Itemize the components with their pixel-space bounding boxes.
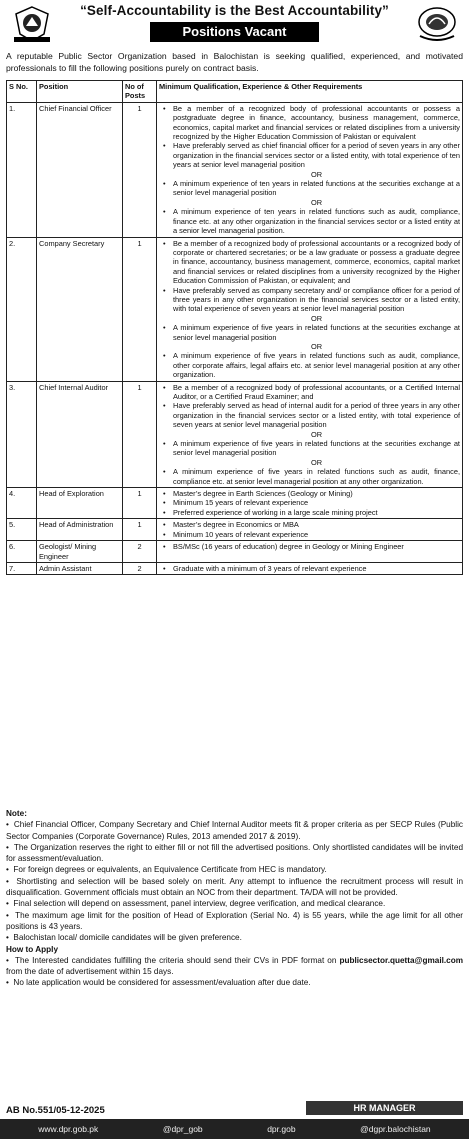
requirement-item: • A minimum experience of five years in related functions such as audit, compliance, other corporate affairs, legal affairs etc. at senior level managerial position at any other organization. [173, 351, 460, 379]
government-seal-right [415, 4, 459, 44]
cell-posts: 1 [123, 102, 157, 237]
cell-requirements [157, 237, 463, 381]
cell-sno: 2. [7, 237, 37, 381]
requirements-list [159, 564, 460, 573]
requirement-item: • A minimum experience of five years in related functions at the securities exchange at senior level managerial position [173, 439, 460, 458]
or-separator: OR [310, 457, 323, 467]
requirements-list [159, 104, 460, 236]
requirement-item: • Minimum 15 years of relevant experience [173, 498, 460, 507]
notes-title: Note: [6, 809, 27, 818]
positions-vacant-banner: Positions Vacant [150, 22, 319, 42]
table-row [7, 519, 463, 541]
requirement-item: • Minimum 10 years of relevant experience [173, 530, 460, 539]
apply-text-1: The Interested candidates fulfilling the criteria should send their CVs in PDF format on [14, 955, 337, 965]
requirement-item: • A minimum experience of five years in related functions at the securities exchange at senior level managerial position [173, 323, 460, 342]
late-application-note: • No late application would be considered for assessment/evaluation after due date. [6, 977, 463, 988]
or-separator: OR [310, 341, 323, 351]
table-row [7, 541, 463, 563]
requirement-item: • BS/MSc (16 years of education) degree in Geology or Mining Engineer [173, 542, 460, 551]
requirement-item: • Have preferably served as head of internal audit for a period of three years in any other organization in the financial services sector or a listed entity, with total experience of seven years at senior level managerial position [173, 401, 460, 429]
or-separator: OR [310, 313, 323, 323]
cell-sno: 3. [7, 381, 37, 487]
slogan-headline: “Self-Accountability is the Best Accountability” [80, 3, 389, 18]
cell-posts: 1 [123, 488, 157, 519]
signatory-box: HR MANAGER [306, 1101, 463, 1115]
cell-posts: 1 [123, 519, 157, 541]
table-row [7, 381, 463, 487]
cell-position: Chief Internal Auditor [37, 381, 123, 487]
cell-position: Chief Financial Officer [37, 102, 123, 237]
requirement-item: • Master’s degree in Economics or MBA [173, 520, 460, 529]
apply-email: publicsector.quetta@gmail.com [339, 955, 464, 965]
requirement-item: • Be a member of a recognized body of professional accountants or a recognized body of corporate or chartered secretaries; or be a law graduate or possess a graduate degree in finance, accountancy, business management, commerce, economics, capital market and financial services or related disciplines from a university recognized by the Higher Education Commission of Pakistan, or equivalent; and [173, 239, 460, 286]
notes-section [6, 808, 463, 989]
table-header-row [7, 81, 463, 103]
table-row [7, 488, 463, 519]
cell-position: Head of Administration [37, 519, 123, 541]
twitter-handle: @dpr_gob [162, 1124, 203, 1134]
note-item: • Balochistan local/ domicile candidates will be given preference. [6, 932, 463, 943]
requirement-item: • Have preferably served as chief financial officer for a period of seven years in any other organization in the financial services sector or a listed entity, with total experience of ten years at senior level managerial position [173, 141, 460, 169]
requirements-list [159, 489, 460, 517]
requirements-list [159, 383, 460, 486]
header-posts: No of Posts [123, 81, 157, 103]
note-item: • Shortlisting and selection will be based solely on merit. Any attempt to influence the recruitment process will result in disqualification. Government officials must obtain an NOC from their department. TA/DA will not be provided. [6, 876, 463, 899]
cell-sno: 1. [7, 102, 37, 237]
header-requirements: Minimum Qualification, Experience & Other Requirements [157, 81, 463, 103]
cell-sno: 6. [7, 541, 37, 563]
requirements-list [159, 520, 460, 539]
requirement-item: • Be a member of a recognized body of professional accountants or possess a postgraduate degree in finance, accountancy, business management, commerce, economics, capital market and financial services or related disciplines from a university recognized by the Higher Education Commission of Pakistan or equivalent [173, 104, 460, 142]
apply-instruction [6, 955, 463, 978]
cell-requirements [157, 562, 463, 574]
table-row [7, 237, 463, 381]
cell-position: Geologist/ Mining Engineer [37, 541, 123, 563]
note-item: • The maximum age limit for the position of Head of Exploration (Serial No. 4) is 55 years, while the age limit for all other positions is 43 years. [6, 910, 463, 933]
cell-requirements [157, 488, 463, 519]
note-item: • Final selection will depend on assessment, panel interview, degree verification, and medical clearance. [6, 898, 463, 909]
header-position: Position [37, 81, 123, 103]
table-row [7, 102, 463, 237]
requirement-item: • Graduate with a minimum of 3 years of relevant experience [173, 564, 460, 573]
organization-emblem-left [10, 4, 54, 44]
how-to-apply-title: How to Apply [6, 944, 58, 954]
table-row [7, 562, 463, 574]
note-item: • Chief Financial Officer, Company Secretary and Chief Internal Auditor meets fit & proper criteria as per SECP Rules (Public Sector Companies (Corporate Governance) Rules, 2013 amended 2017 & 2019). [6, 819, 463, 842]
cell-posts: 1 [123, 381, 157, 487]
cell-requirements [157, 102, 463, 237]
cell-requirements [157, 381, 463, 487]
cell-posts: 1 [123, 237, 157, 381]
positions-table [6, 80, 463, 575]
website-link: www.dpr.gob.pk [38, 1124, 99, 1134]
or-separator: OR [310, 169, 323, 179]
requirement-item: • Have preferably served as company secretary and/ or compliance officer for a period of three years in any other organization in the financial services sector or a listed entity, with total experience of seven years at senior level managerial position [173, 286, 460, 314]
or-separator: OR [310, 197, 323, 207]
requirement-item: • A minimum experience of ten years in related functions such as audit, compliance, finance etc. at any other organization in the financial services sector or a listed entity at a senior level managerial position. [173, 207, 460, 235]
requirement-item: • A minimum experience of ten years in related functions at the securities exchange at a senior level managerial position [173, 179, 460, 198]
instagram-handle: dpr.gob [267, 1124, 296, 1134]
requirement-item: • Master’s degree in Earth Sciences (Geology or Mining) [173, 489, 460, 498]
cell-requirements [157, 541, 463, 563]
social-footer-bar [0, 1119, 469, 1139]
header-sno: S No. [7, 81, 37, 103]
requirements-list [159, 239, 460, 380]
requirement-item: • Be a member of a recognized body of professional accountants, or a Certified Internal Auditor, or a Certified Fraud Examiner; and [173, 383, 460, 402]
requirement-item: • Preferred experience of working in a large scale mining project [173, 508, 460, 517]
note-item: • The Organization reserves the right to either fill or not fill the advertised positions. Only shortlisted candidates will be invited for assessment/evaluation. [6, 842, 463, 865]
requirement-item: • A minimum experience of five years in related functions such as audit, finance, compliance etc. at senior level managerial position at any other organization. [173, 467, 460, 486]
advertisement-number: AB No.551/05-12-2025 [6, 1105, 105, 1116]
or-separator: OR [310, 429, 323, 439]
requirements-list [159, 542, 460, 551]
cell-sno: 7. [7, 562, 37, 574]
cell-sno: 5. [7, 519, 37, 541]
cell-posts: 2 [123, 541, 157, 563]
cell-position: Company Secretary [37, 237, 123, 381]
apply-text-2: from the date of advertisement within 15 days. [6, 967, 174, 977]
note-item: • For foreign degrees or equivalents, an Equivalence Certificate from HEC is mandatory. [6, 864, 463, 875]
cell-requirements [157, 519, 463, 541]
cell-position: Head of Exploration [37, 488, 123, 519]
ad-header [0, 0, 469, 54]
cell-posts: 2 [123, 562, 157, 574]
facebook-handle: @dgpr.balochistan [360, 1124, 431, 1134]
intro-paragraph: A reputable Public Sector Organization based in Balochistan is seeking qualified, experienced, and motivated professionals to fill the following positions purely on contract basis. [6, 51, 463, 73]
cell-sno: 4. [7, 488, 37, 519]
cell-position: Admin Assistant [37, 562, 123, 574]
